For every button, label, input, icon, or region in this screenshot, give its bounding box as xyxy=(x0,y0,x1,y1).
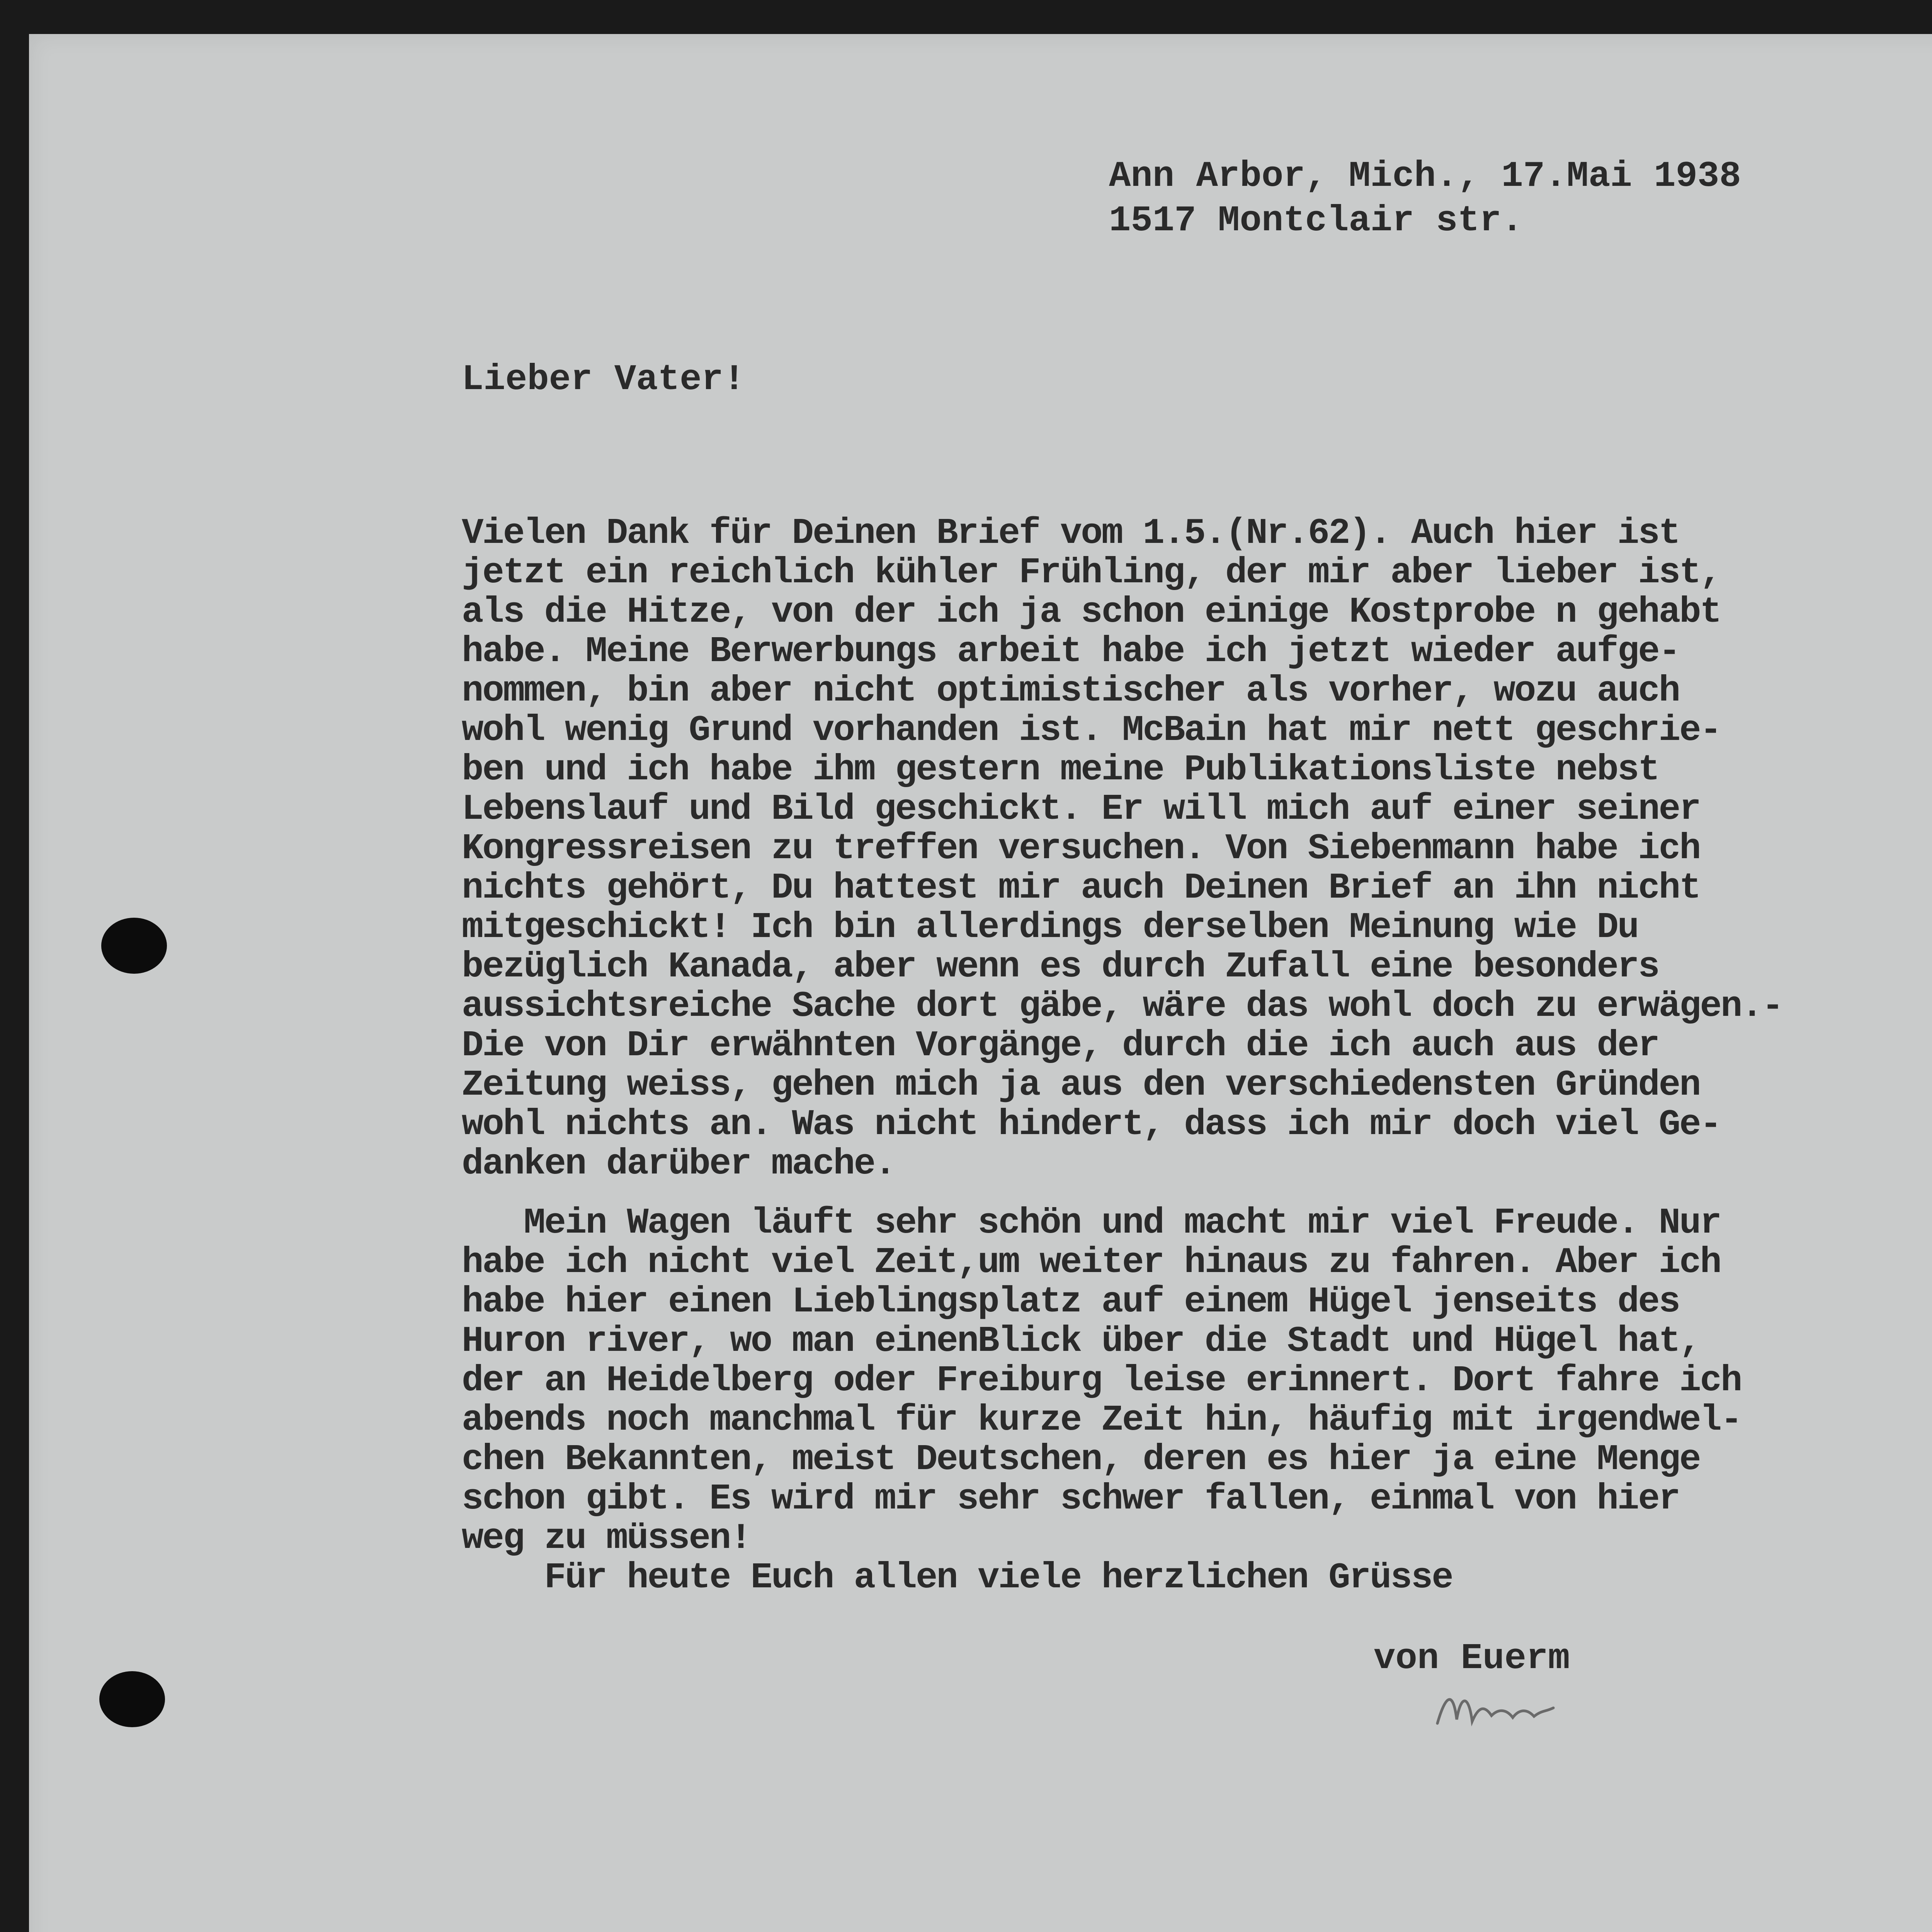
line: Lebenslauf und Bild geschickt. Er will mich auf einer seiner xyxy=(462,789,1700,830)
line: Mein Wagen läuft sehr schön und macht mir viel Freude. Nur xyxy=(462,1203,1721,1244)
line: nommen, bin aber nicht optimistischer als vorher, wozu auch xyxy=(462,671,1680,712)
line: jetzt ein reichlich kühler Frühling, der mir aber lieber ist, xyxy=(462,553,1721,594)
line: ben und ich habe ihm gestern meine Publikationsliste nebst xyxy=(462,750,1659,791)
line: Zeitung weiss, gehen mich ja aus den verschiedensten Gründen xyxy=(462,1065,1700,1106)
place-date: Ann Arbor, Mich., 17.Mai 1938 xyxy=(1109,156,1741,197)
line: habe. Meine Berwerbungs arbeit habe ich jetzt wieder aufge- xyxy=(462,631,1680,672)
line: danken darüber mache. xyxy=(462,1144,895,1185)
line: nichts gehört, Du hattest mir auch Deinen Brief an ihn nicht xyxy=(462,868,1700,909)
line: weg zu müssen! xyxy=(462,1518,751,1559)
address: 1517 Montclair str. xyxy=(1109,201,1523,242)
paragraph-1 xyxy=(462,514,1782,1184)
line: chen Bekannten, meist Deutschen, deren es hier ja eine Menge xyxy=(462,1439,1700,1480)
line: habe ich nicht viel Zeit,um weiter hinaus zu fahren. Aber ich xyxy=(462,1242,1721,1283)
line: wohl wenig Grund vorhanden ist. McBain hat mir nett geschrie- xyxy=(462,710,1721,751)
line: schon gibt. Es wird mir sehr schwer fallen, einmal von hier xyxy=(462,1479,1680,1520)
paragraph-2 xyxy=(462,1204,1741,1598)
punch-hole-top xyxy=(101,918,167,974)
line: Vielen Dank für Deinen Brief vom 1.5.(Nr.62). Auch hier ist xyxy=(462,513,1680,554)
line: mitgeschickt! Ich bin allerdings derselben Meinung wie Du xyxy=(462,907,1638,948)
punch-hole-bottom xyxy=(99,1671,165,1727)
letter-header xyxy=(1109,155,1932,243)
line: habe hier einen Lieblingsplatz auf einem Hügel jenseits des xyxy=(462,1282,1680,1323)
line: bezüglich Kanada, aber wenn es durch Zufall eine besonders xyxy=(462,947,1659,988)
line: wohl nichts an. Was nicht hindert, dass ich mir doch viel Ge- xyxy=(462,1104,1721,1145)
line: Huron river, wo man einenBlick über die Stadt und Hügel hat, xyxy=(462,1321,1700,1362)
line: als die Hitze, von der ich ja schon einige Kostprobe n gehabt xyxy=(462,592,1721,633)
handwritten-signature-icon xyxy=(1430,1673,1592,1735)
closing: von Euerm xyxy=(1374,1638,1570,1679)
salutation: Lieber Vater! xyxy=(462,359,745,400)
line: Kongressreisen zu treffen versuchen. Von Siebenmann habe ich xyxy=(462,828,1700,869)
line: der an Heidelberg oder Freiburg leise erinnert. Dort fahre ich xyxy=(462,1361,1742,1401)
line: abends noch manchmal für kurze Zeit hin, häufig mit irgendwel- xyxy=(462,1400,1742,1441)
line: aussichtsreiche Sache dort gäbe, wäre das wohl doch zu erwägen.- xyxy=(462,986,1783,1027)
line: Die von Dir erwähnten Vorgänge, durch die ich auch aus der xyxy=(462,1026,1659,1066)
line: Für heute Euch allen viele herzlichen Grüsse xyxy=(462,1558,1452,1599)
